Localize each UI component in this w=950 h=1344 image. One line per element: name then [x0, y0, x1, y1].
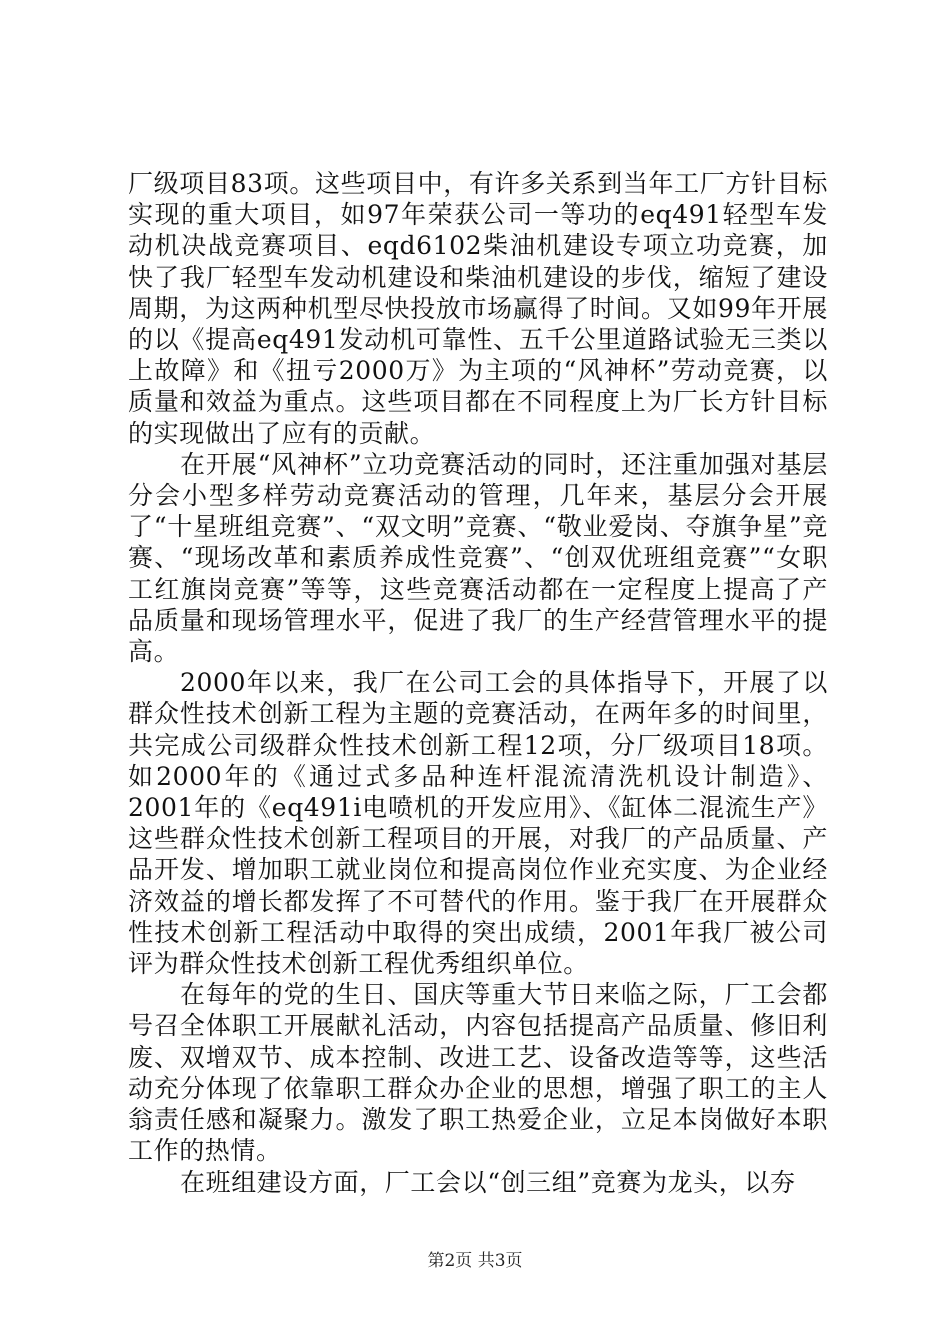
- paragraph-1: 厂级项目83项。这些项目中，有许多关系到当年工厂方针目标实现的重大项目，如97年荣获公司一等功的eq491轻型车发动机决战竞赛项目、eqd6102柴油机建设专项立功竞赛，加快了我厂轻型车发动机建设和柴油机建设的步伐，缩短了建设周期，为这两种机型尽快投放市场赢得了时间。又如99年开展的以《提高eq491发动机可靠性、五千公里道路试验无三类以上故障》和《扭亏2000万》为主项的“风神杯”劳动竞赛，以质量和效益为重点。这些项目都在不同程度上为厂长方针目标的实现做出了应有的贡献。: [128, 169, 828, 448]
- paragraph-5: 在班组建设方面，厂工会以“创三组”竞赛为龙头，以夯: [180, 1167, 796, 1197]
- document-body: [128, 168, 828, 1198]
- paragraph-2: 在开展“风神杯”立功竞赛活动的同时，还注重加强对基层分会小型多样劳动竞赛活动的管理，几年来，基层分会开展了“十星班组竞赛”、“双文明”竞赛、“敬业爱岗、夺旗争星”竞赛、“现场改革和素质养成性竞赛”、“创双优班组竞赛”“女职工红旗岗竞赛”等等，这些竞赛活动都在一定程度上提高了产品质量和现场管理水平，促进了我厂的生产经营管理水平的提高。: [128, 449, 828, 667]
- paragraph-4: 在每年的党的生日、国庆等重大节日来临之际，厂工会都号召全体职工开展献礼活动，内容包括提高产品质量、修旧利废、双增双节、成本控制、改进工艺、设备改造等等，这些活动充分体现了依靠职工群众办企业的思想，增强了职工的主人翁责任感和凝聚力。激发了职工热爱企业，立足本岗做好本职工作的热情。: [128, 980, 828, 1166]
- paragraph-3: 2000年以来，我厂在公司工会的具体指导下，开展了以群众性技术创新工程为主题的竞赛活动，在两年多的时间里，共完成公司级群众性技术创新工程12项，分厂级项目18项。如2000年的《通过式多品种连杆混流清洗机设计制造》、2001年的《eq491i电喷机的开发应用》、《缸体二混流生产》这些群众性技术创新工程项目的开展，对我厂的产品质量、产品开发、增加职工就业岗位和提高岗位作业充实度、为企业经济效益的增长都发挥了不可替代的作用。鉴于我厂在开展群众性技术创新工程活动中取得的突出成绩，2001年我厂被公司评为群众性技术创新工程优秀组织单位。: [128, 668, 828, 979]
- page-footer: 第2页 共3页: [427, 1251, 523, 1271]
